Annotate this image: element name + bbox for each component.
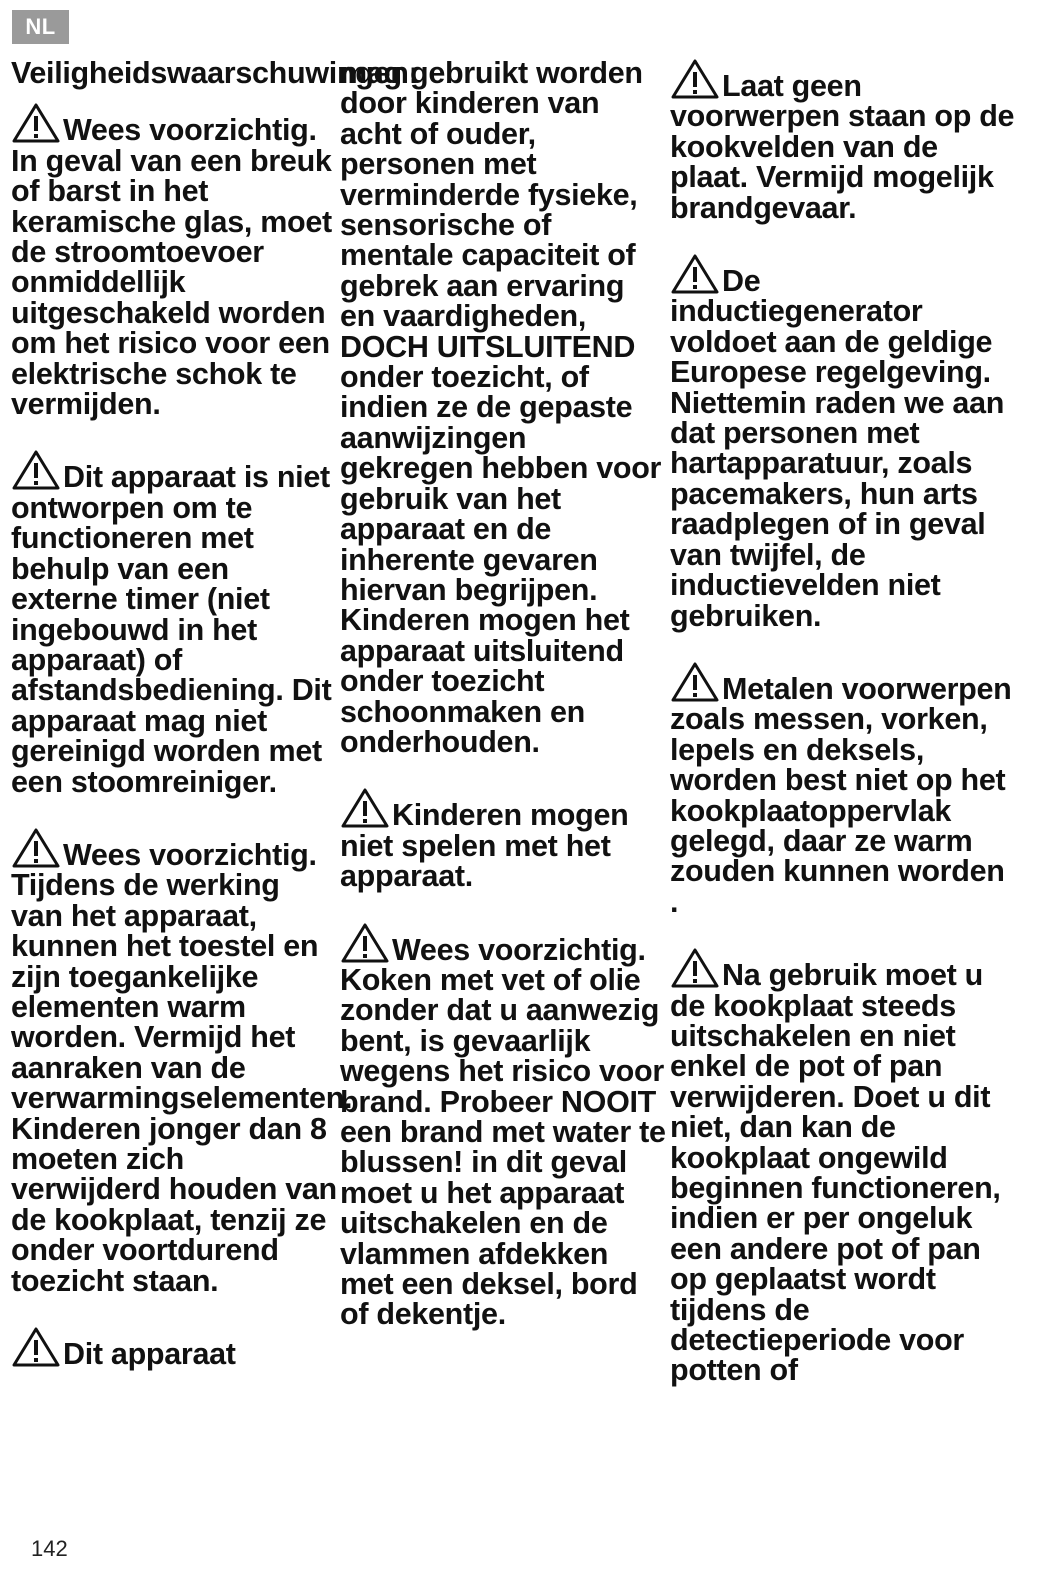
warning-triangle-icon [11,827,61,869]
paragraph-text: Metalen voorwerpen zoals messen, vorken, lepels en deksels, worden best niet op het kookplaatoppervlak gelegd, daar ze warm zouden kunnen worden . [670,671,1012,919]
paragraph-text: Wees voorzichtig. In geval van een breuk of barst in het keramische glas, moet de stroomtoevoer onmiddellijk uitgeschakeld worden om het risico voor een elektrische schok te vermijden. [11,113,332,422]
warning-paragraph [11,1326,337,1372]
paragraph-text: De inductiegenerator voldoet aan de geldige Europese regelgeving. Niettemin raden we aan dat personen met hartapparatuur, zoals pacemakers, hun arts raadplegen of in geval van twijfel, de inductievelden niet gebruiken. [670,264,1005,633]
warning-paragraph [670,58,1020,223]
warning-triangle-icon [670,253,720,295]
warning-paragraph [340,922,666,1330]
warning-triangle-icon [11,1326,61,1368]
page-number: 142 [31,1536,68,1561]
warning-triangle-icon [11,102,61,144]
warning-paragraph [11,827,353,1298]
paragraph-text: Laat geen voorwerpen staan op de kookvelden van de plaat. Vermijd mogelijk brandgevaar. [670,69,1015,225]
section-heading: Veiligheidswaarschuwingen: [11,56,419,90]
warning-paragraph [11,102,337,422]
warning-triangle-icon [670,58,720,100]
paragraph-text: Dit apparaat is niet ontworpen om te functioneren met behulp van een externe timer (niet ingebouwd in het apparaat) of afstandsbediening. Dit apparaat mag niet gereinigd worden met een stoomreiniger. [11,460,332,799]
paragraph-continuation: mag gebruikt worden door kinderen van acht of ouder, personen met verminderde fysieke, sensorische of mentale capaciteit of gebrek aan ervaring en vaardigheden, DOCH UITSLUITEND onder toezicht, of indien ze de gepaste aanwijzingen gekregen hebben voor gebruik van het apparaat en de inherente gevaren hiervan begrijpen. Kinderen mogen het apparaat uitsluitend onder toezicht schoonmaken en onderhouden. [340,56,662,759]
warning-paragraph [670,661,1020,917]
paragraph-text: Kinderen mogen niet spelen met het apparaat. [340,798,629,894]
warning-paragraph [11,449,337,799]
paragraph-text: Wees voorzichtig. Koken met vet of olie zonder dat u aanwezig bent, is gevaarlijk wegens het risico voor brand. Probeer NOOIT een brand met water te blussen! in dit geval moet u het apparaat uitschakelen en de vlammen afdekken met een deksel, bord of dekentje. [340,932,666,1332]
warning-paragraph [340,787,666,894]
paragraph-text: Na gebruik moet u de kookplaat steeds uitschakelen en niet enkel de pot of pan verwijderen. Doet u dit niet, dan kan de kookplaat ongewild beginnen functioneren, indien er per ongeluk een andere pot of pan op geplaatst wordt tijdens de detectieperiode voor potten of [670,958,1001,1388]
warning-triangle-icon [340,922,390,964]
text-column-1 [11,56,419,1399]
paragraph-text: Wees voorzichtig. Tijdens de werking van het apparaat, kunnen het toestel en zijn toegankelijke elementen warm worden. Vermijd het aanraken van de verwarmingselementen. Kinderen jonger dan 8 moeten zich verwijderd houden van de kookplaat, tenzij ze onder voortdurend toezicht staan. [11,837,353,1298]
warning-paragraph [670,947,1020,1386]
text-column-2 [340,58,666,1360]
warning-triangle-icon [340,787,390,829]
paragraph-text: Dit apparaat [63,1337,236,1372]
warning-triangle-icon [670,661,720,703]
language-badge: NL [12,10,69,44]
warning-triangle-icon [670,947,720,989]
text-column-3 [670,58,1020,1416]
warning-paragraph [670,253,1020,631]
warning-triangle-icon [11,449,61,491]
